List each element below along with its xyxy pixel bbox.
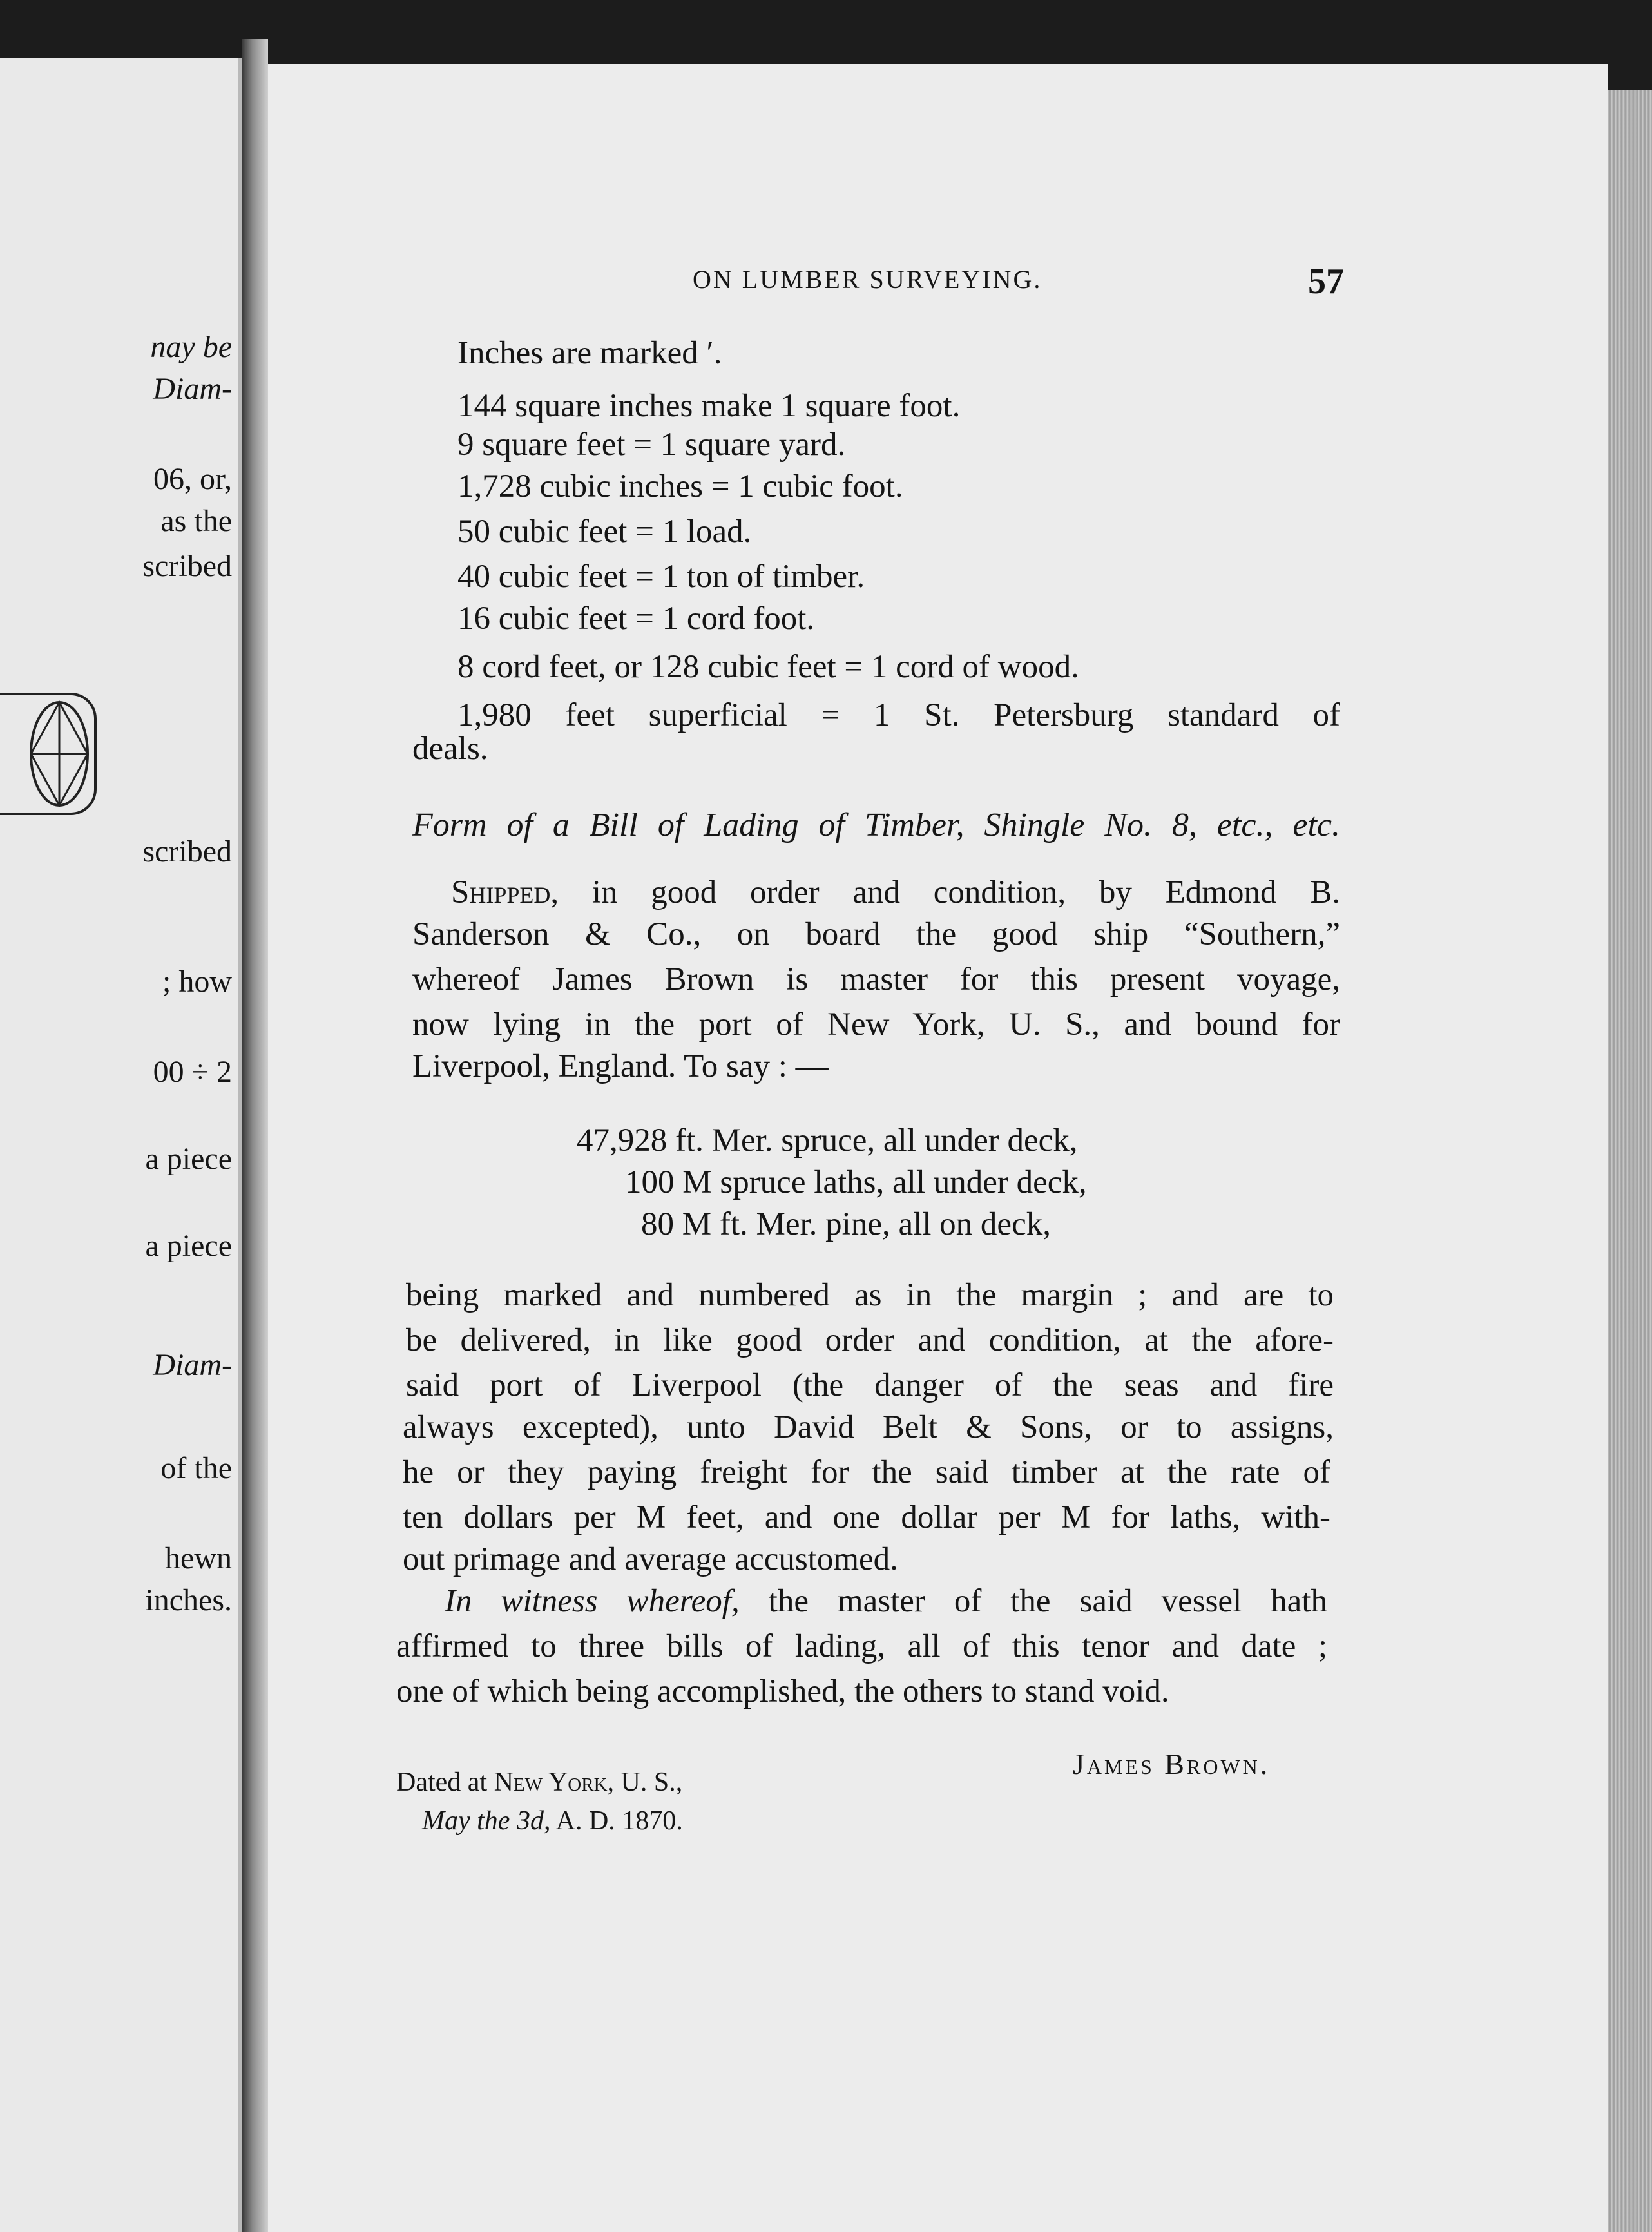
ellipse-diagram-icon — [27, 699, 91, 809]
delivery-line: be delivered, in like good order and condition, at the afore- — [406, 1322, 1334, 1358]
book-gutter — [242, 39, 268, 2232]
left-fragment: nay be — [150, 330, 232, 364]
bill-line — [451, 876, 1340, 909]
cargo-line: 100 M spruce laths, all under deck, — [625, 1164, 1087, 1200]
delivery-line: he or they paying freight for the said timber at the rate of — [403, 1454, 1330, 1490]
measure-line: 16 cubic feet = 1 cord foot. — [457, 601, 815, 637]
bill-line: whereof James Brown is master for this present voyage, — [412, 961, 1340, 997]
dated-line: Dated at New York, U. S., — [396, 1767, 683, 1797]
cargo-line: 47,928 ft. Mer. spruce, all under deck, — [577, 1122, 1078, 1159]
dated-place: New York — [494, 1767, 608, 1797]
measure-line: 50 cubic feet = 1 load. — [457, 514, 752, 550]
bill-line: Liverpool, England. To say : — — [412, 1048, 829, 1084]
witness-rest: the master of the said vessel hath — [739, 1583, 1327, 1619]
delivery-line: said port of Liverpool (the danger of the seas and fire — [406, 1367, 1334, 1403]
left-fragment: a piece — [145, 1142, 232, 1176]
delivery-line: always excepted), unto David Belt & Sons, or to assigns, — [403, 1409, 1334, 1445]
measure-line: 9 square feet = 1 square yard. — [457, 427, 846, 463]
bill-line: now lying in the port of New York, U. S., and bound for — [412, 1006, 1340, 1043]
measure-line: 40 cubic feet = 1 ton of timber. — [457, 559, 865, 595]
left-fragment: of the — [160, 1451, 232, 1485]
left-fragment: Diam- — [153, 372, 232, 406]
measure-line: 1,980 feet superficial = 1 St. Petersburg standard of — [457, 697, 1340, 733]
delivery-line: being marked and numbered as in the margin ; and are to — [406, 1277, 1334, 1313]
page-edges — [1608, 90, 1652, 2232]
measure-line: deals. — [412, 731, 488, 767]
witness-line: one of which being accomplished, the others to stand void. — [396, 1673, 1169, 1709]
left-fragment: scribed — [142, 549, 232, 583]
signature: James Brown. — [1073, 1747, 1271, 1780]
left-fragment: a piece — [145, 1229, 232, 1263]
left-fragment: Diam- — [153, 1348, 232, 1382]
previous-page — [0, 58, 242, 2232]
left-fragment: ; how — [162, 965, 232, 999]
left-fragment: 00 ÷ 2 — [153, 1055, 232, 1089]
measure-line: Inches are marked ′. — [457, 335, 722, 371]
form-title: Form of a Bill of Lading of Timber, Shingle No. 8, etc., etc. — [412, 807, 1340, 843]
dated-line: May the 3d, A. D. 1870. — [422, 1806, 683, 1836]
witness-line — [445, 1585, 1327, 1618]
dated-day: May the 3d, — [422, 1806, 551, 1836]
bill-line: Sanderson & Co., on board the good ship “Southern,” — [412, 916, 1340, 952]
running-header: ON LUMBER SURVEYING. — [693, 265, 1042, 294]
page-number: 57 — [1308, 262, 1344, 302]
bill-line-rest: , in good order and condition, by Edmond B. — [550, 874, 1340, 910]
left-fragment: 06, or, — [153, 462, 232, 496]
measure-line: 1,728 cubic inches = 1 cubic foot. — [457, 468, 903, 505]
left-fragment: as the — [160, 504, 232, 538]
witness-italic: In witness whereof, — [445, 1583, 740, 1619]
delivery-line: ten dollars per M feet, and one dollar per M for laths, with- — [403, 1499, 1330, 1535]
witness-line: affirmed to three bills of lading, all of this tenor and date ; — [396, 1628, 1327, 1664]
delivery-line: out primage and average accustomed. — [403, 1541, 898, 1577]
left-fragment: hewn — [165, 1541, 232, 1575]
cylinder-diagram — [0, 693, 97, 815]
left-fragment: scribed — [142, 834, 232, 869]
shipped-word: Shipped — [451, 874, 551, 910]
measure-line: 144 square inches make 1 square foot. — [457, 388, 961, 424]
measure-line: 8 cord feet, or 128 cubic feet = 1 cord of wood. — [457, 649, 1079, 685]
left-fragment: inches. — [145, 1583, 232, 1617]
cargo-line: 80 M ft. Mer. pine, all on deck, — [641, 1206, 1051, 1242]
